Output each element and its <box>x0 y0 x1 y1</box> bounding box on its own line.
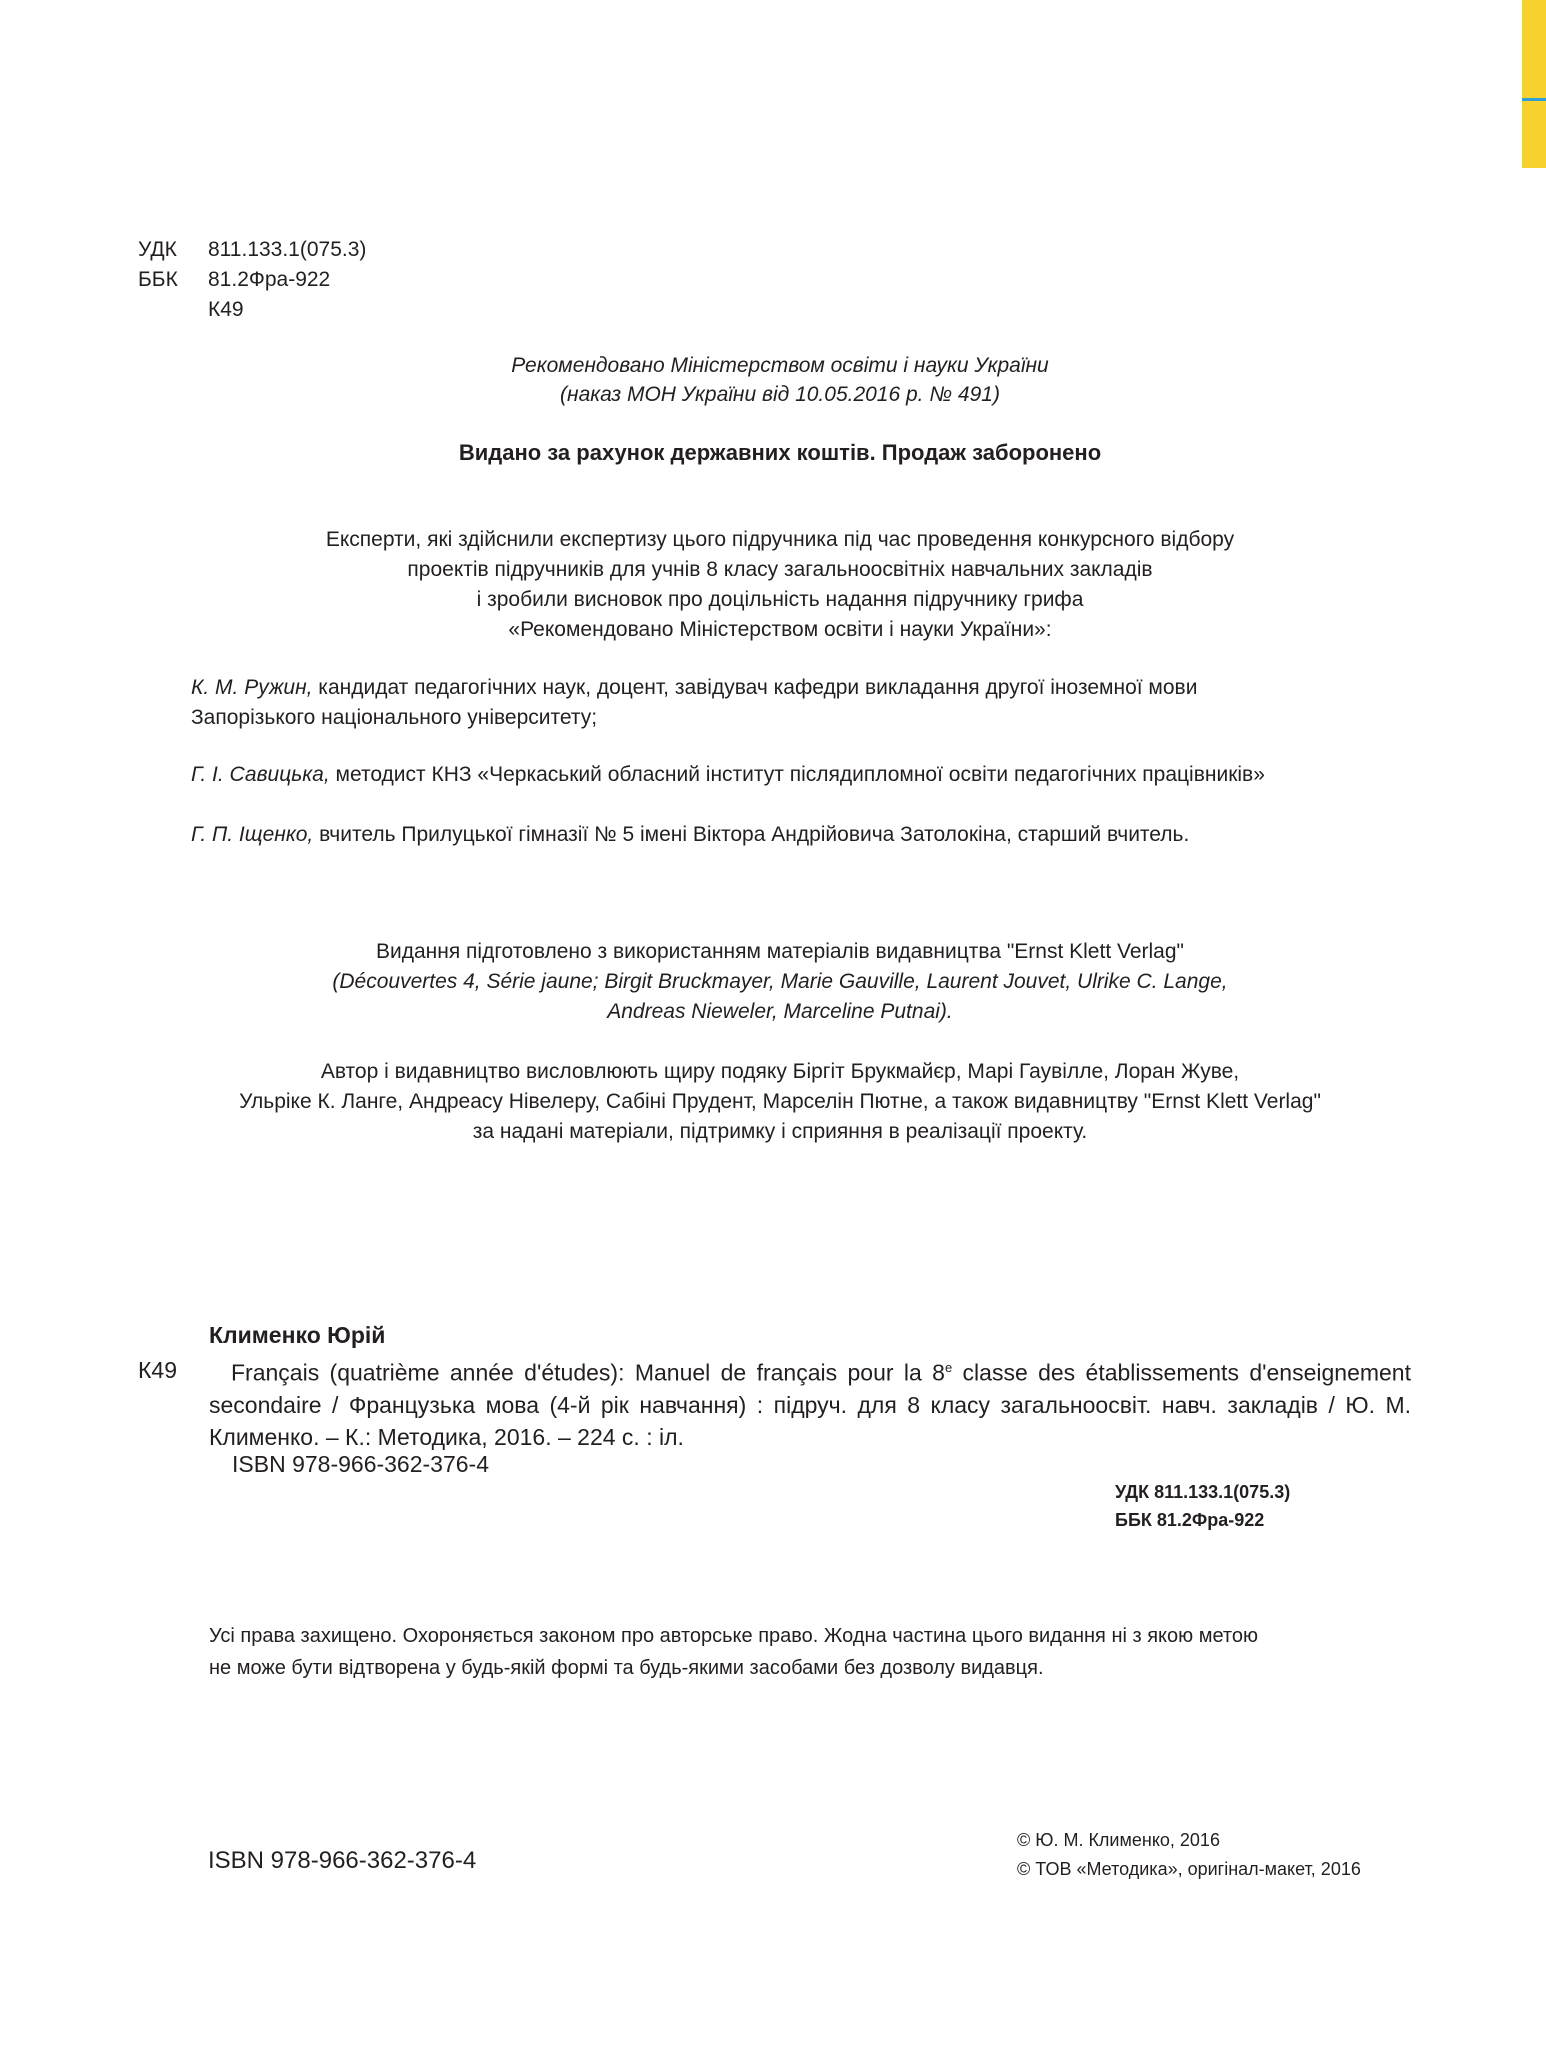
classification-codes <box>138 235 366 325</box>
rights-line-1: Усі права захищено. Охороняється законом про авторське право. Жодна частина цього видання ні з якою метою <box>209 1625 1258 1647</box>
recommendation-line-2: (наказ МОН України від 10.05.2016 р. № 491) <box>560 383 1000 406</box>
author-mark-value: К49 <box>208 298 244 321</box>
bbk-value: 81.2Фра-922 <box>208 268 331 291</box>
reviewer-description: кандидат педагогічних наук, доцент, завідувач кафедри викладання другої іноземної мови <box>312 676 1198 699</box>
biblio-author: Клименко Юрій <box>209 1322 386 1348</box>
reviewer-description: вчитель Прилуцької гімназії № 5 імені Віктора Андрійовича Затолокіна, старший вчитель. <box>313 823 1190 846</box>
experts-intro-line-1: Експерти, які здійснили експертизу цього підручника під час проведення конкурсного відбору <box>325 528 1235 551</box>
reviewer-description: методист КНЗ «Черкаський обласний інститут післядипломної освіти педагогічних працівників» <box>329 763 1265 786</box>
udc-row <box>138 235 366 265</box>
recommendation <box>180 351 1380 409</box>
rights-notice <box>209 1620 1409 1684</box>
reviewer-name: Г. П. Іщенко, <box>191 823 314 846</box>
biblio-udc: УДК 811.133.1(075.3) <box>1115 1482 1291 1502</box>
biblio-text-part-2: classe des établissements d'enseignement secondaire / Французька мова (4-й рік навчання) : підруч. для 8 класу загальноосвіт. навч. закладів / Ю. М. Клименко. – К.: Методика, 2016. – 224 с. : іл. <box>209 1359 1411 1450</box>
experts-intro-line-2: проектів підручників для учнів 8 класу загальноосвітніх навчальних закладів <box>407 558 1153 581</box>
bbk-row <box>138 265 366 295</box>
author-mark-row <box>138 295 366 325</box>
biblio-description <box>209 1352 1411 1453</box>
acknowledgements <box>180 1057 1380 1147</box>
experts-intro <box>180 525 1380 645</box>
source-materials <box>180 937 1380 1027</box>
biblio-codes <box>1115 1478 1290 1534</box>
reviewer-1 <box>191 673 1391 733</box>
copyright-author: © Ю. М. Клименко, 2016 <box>1017 1830 1220 1850</box>
udc-label: УДК <box>138 238 177 261</box>
reviewer-3 <box>191 820 1391 850</box>
biblio-isbn: ISBN 978-966-362-376-4 <box>232 1451 489 1477</box>
biblio-text-part-1: Français (quatrième année d'études): Manuel de français pour la 8 <box>231 1359 945 1386</box>
blue-tab-marker <box>1522 98 1546 101</box>
biblio-author-mark: К49 <box>138 1357 177 1383</box>
reviewer-2 <box>191 760 1391 790</box>
biblio-bbk: ББК 81.2Фра-922 <box>1115 1510 1265 1530</box>
recommendation-line-1: Рекомендовано Міністерством освіти і науки України <box>511 354 1049 377</box>
bbk-label: ББК <box>138 268 178 291</box>
reviewer-name: К. М. Ружин, <box>191 676 313 699</box>
yellow-edge-tab <box>1522 0 1546 168</box>
thanks-line-3: за надані матеріали, підтримку і сприяння в реалізації проекту. <box>472 1120 1088 1143</box>
rights-line-2: не може бути відтворена у будь-якій формі та будь-якими засобами без дозволу видавця. <box>209 1657 1044 1679</box>
source-line-3: Andreas Nieweler, Marceline Putnai). <box>607 1000 953 1023</box>
source-line-2: (Découvertes 4, Série jaune; Birgit Bruckmayer, Marie Gauville, Laurent Jouvet, Ulrike C. Lange, <box>332 970 1228 993</box>
experts-intro-line-3: і зробили висновок про доцільність надання підручнику грифа <box>476 588 1084 611</box>
thanks-line-2: Ульріке К. Ланге, Андреасу Нівелеру, Сабіні Прудент, Марселін Пютне, а також видавництву "Ernst Klett Verlag" <box>239 1090 1321 1113</box>
biblio-superscript: e <box>944 1360 953 1375</box>
copyright-publisher: © ТОВ «Методика», оригінал-макет, 2016 <box>1017 1859 1361 1879</box>
udc-value: 811.133.1(075.3) <box>208 238 367 261</box>
state-funded-notice: Видано за рахунок державних коштів. Продаж заборонено <box>458 440 1102 465</box>
source-line-1: Видання підготовлено з використанням матеріалів видавництва "Ernst Klett Verlag" <box>375 940 1184 963</box>
thanks-line-1: Автор і видавництво висловлюють щиру подяку Біргіт Брукмайєр, Марі Гаувілле, Лоран Жуве, <box>320 1060 1240 1083</box>
reviewer-name: Г. І. Савицька, <box>191 763 330 786</box>
isbn-bottom: ISBN 978-966-362-376-4 <box>208 1847 477 1874</box>
copyright-block <box>1017 1826 1361 1884</box>
reviewer-description-cont: Запорізького національного університету; <box>191 706 598 729</box>
experts-intro-line-4: «Рекомендовано Міністерством освіти і науки України»: <box>508 618 1052 641</box>
